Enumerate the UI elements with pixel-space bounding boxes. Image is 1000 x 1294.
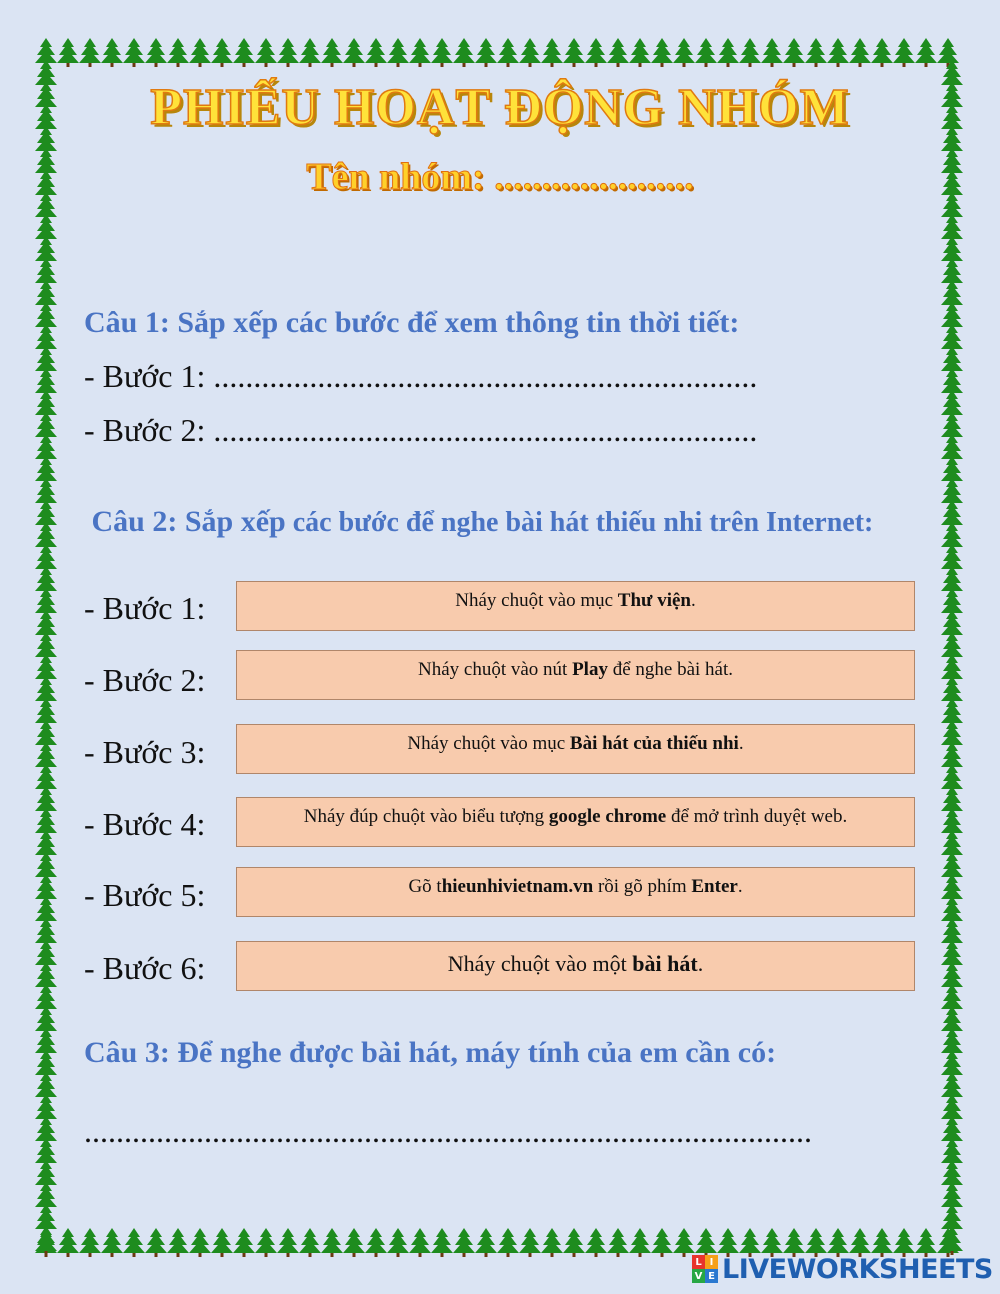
tree-icon [893,38,915,67]
step-text: để mở trình duyệt web. [666,806,848,827]
tree-icon [255,1228,277,1257]
step-text: Nháy chuột vào một [447,951,633,976]
tree-icon [123,38,145,67]
tree-icon [145,38,167,67]
tree-icon [167,1228,189,1257]
step-text: . [738,733,744,754]
tree-icon [299,1228,321,1257]
step-text: rồi gõ phím [593,876,692,897]
question-2-bold: Câu 2: Sắp xếp [91,505,286,538]
tree-icon [167,38,189,67]
q1-step-1-answer[interactable]: - Bước 1: .................................................................... [84,358,758,394]
tree-icon [563,1228,585,1257]
question-2-rest: các bước để nghe bài hát thiếu nhi trên Internet: [285,507,874,538]
tree-icon [541,38,563,67]
tree-icon [211,38,233,67]
tree-icon [563,38,585,67]
q2-step-2-box[interactable] [236,650,915,700]
tree-icon [431,1228,453,1257]
tree-icon [35,1226,57,1255]
step-text: để nghe bài hát. [607,659,733,680]
step-text-bold: Enter [691,876,738,897]
tree-icon [695,38,717,67]
tree-icon [805,38,827,67]
liveworksheets-logo[interactable] [692,1252,993,1286]
tree-icon [409,38,431,67]
tree-icon [233,38,255,67]
q2-step-4-box[interactable] [236,797,915,847]
step-text: . [697,951,704,976]
tree-icon [57,38,79,67]
step-text: Gõ t [408,876,442,897]
step-text: Nháy chuột vào mục [455,590,618,611]
q2-step-1-box[interactable] [236,581,915,631]
tree-icon [475,38,497,67]
tree-icon [541,1228,563,1257]
tree-icon [453,1228,475,1257]
tree-icon [277,1228,299,1257]
q3-answer-line[interactable]: ........................................................................................... [84,1113,812,1149]
tree-icon [607,38,629,67]
logo-letter: I [705,1255,718,1269]
tree-icon [761,38,783,67]
tree-icon [365,38,387,67]
tree-icon [343,1228,365,1257]
step-text-bold: Play [572,659,608,680]
tree-icon [189,1228,211,1257]
tree-icon [409,1228,431,1257]
tree-icon [233,1228,255,1257]
logo-letter: V [692,1269,705,1283]
q2-step-3-box[interactable] [236,724,915,774]
step-text: Nháy chuột vào mục [407,733,570,754]
tree-icon [255,38,277,67]
step-text: Nháy chuột vào nút [417,659,573,680]
tree-icon [497,1228,519,1257]
tree-icon [783,38,805,67]
tree-icon [849,38,871,67]
tree-icon [145,1228,167,1257]
tree-icon [607,1228,629,1257]
worksheet-title: PHIẾU HOẠT ĐỘNG NHÓM [150,79,850,136]
tree-icon [497,38,519,67]
tree-icon [211,1228,233,1257]
logo-letter: E [705,1269,718,1283]
tree-icon [739,38,761,67]
liveworksheets-logo-icon [692,1255,718,1283]
q2-step-6-box[interactable] [236,941,915,991]
tree-icon [101,38,123,67]
q2-step-6-label: - Bước 6: [84,950,206,986]
tree-icon [365,1228,387,1257]
liveworksheets-logo-text: LIVEWORKSHEETS [722,1253,993,1285]
q2-step-5-label: - Bước 5: [84,877,206,913]
group-name-field[interactable]: Tên nhóm: ..................... [306,156,694,198]
tree-icon [651,1228,673,1257]
step-text: . [690,590,696,611]
tree-icon [189,38,211,67]
tree-icon [673,38,695,67]
tree-icon [915,38,937,67]
question-2 [84,503,914,542]
q2-step-2-label: - Bước 2: [84,662,206,698]
tree-icon [321,38,343,67]
tree-icon [79,38,101,67]
q2-step-5-box[interactable] [236,867,915,917]
question-1: Câu 1: Sắp xếp các bước để xem thông tin thời tiết: [84,306,740,339]
tree-icon [519,1228,541,1257]
tree-icon [871,38,893,67]
step-text-bold: bài hát [632,951,698,976]
tree-icon [519,38,541,67]
step-text-bold: Bài hát của thiếu nhi [569,733,739,754]
step-text-bold: Thư viện [617,590,691,611]
q1-step-2-answer[interactable]: - Bước 2: .................................................................... [84,412,758,448]
step-text-bold: hieunhivietnam.vn [441,876,594,897]
tree-icon [827,38,849,67]
step-text: Nháy đúp chuột vào biểu tượng [303,806,549,827]
tree-icon [629,1228,651,1257]
tree-icon [651,38,673,67]
q2-step-3-label: - Bước 3: [84,734,206,770]
tree-icon [387,1228,409,1257]
tree-icon [453,38,475,67]
tree-icon [585,1228,607,1257]
tree-icon [629,38,651,67]
logo-letter: L [692,1255,705,1269]
tree-icon [937,38,959,67]
tree-icon [585,38,607,67]
step-text: . [737,876,743,897]
question-3: Câu 3: Để nghe được bài hát, máy tính của em cần có: [84,1036,777,1069]
tree-icon [101,1228,123,1257]
tree-icon [431,38,453,67]
tree-icon [321,1228,343,1257]
tree-icon [277,38,299,67]
step-text-bold: google chrome [548,806,667,827]
tree-icon [123,1228,145,1257]
tree-icon [79,1228,101,1257]
tree-icon [299,38,321,67]
tree-icon [475,1228,497,1257]
q2-step-1-label: - Bước 1: [84,590,206,626]
tree-icon [57,1228,79,1257]
q2-step-4-label: - Bước 4: [84,806,206,842]
tree-icon [717,38,739,67]
tree-icon [343,38,365,67]
tree-icon [387,38,409,67]
